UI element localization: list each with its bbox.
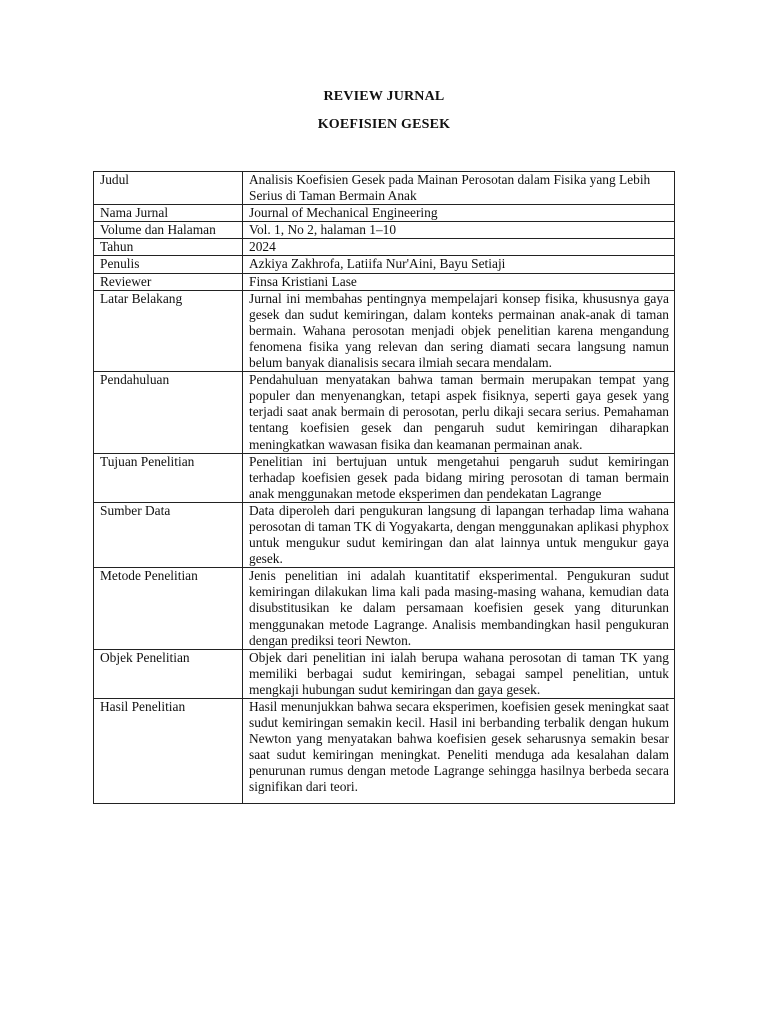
row-value: Azkiya Zakhrofa, Latiifa Nur'Aini, Bayu Setiaji (243, 256, 675, 273)
row-value: Vol. 1, No 2, halaman 1–10 (243, 222, 675, 239)
row-value: Finsa Kristiani Lase (243, 273, 675, 290)
row-value: 2024 (243, 239, 675, 256)
row-value: Pendahuluan menyatakan bahwa taman bermain merupakan tempat yang populer dan menyenangkan, tetapi aspek fisiknya, seperti gaya gesek yang terjadi saat anak bermain di perosotan, perlu dikaji secara serius. Pemahaman tentang koefisien gesek dan pengaruh sudut kemiringan diharapkan meningkatkan wawasan fisika dan keamanan permainan anak. (243, 372, 675, 453)
row-value: Analisis Koefisien Gesek pada Mainan Perosotan dalam Fisika yang Lebih Serius di Taman Bermain Anak (243, 172, 675, 205)
document-subtitle: KOEFISIEN GESEK (317, 117, 451, 132)
table-row-nama-jurnal (94, 205, 675, 222)
review-table (93, 171, 675, 804)
table-row-metode-penelitian (94, 568, 675, 649)
row-label: Objek Penelitian (94, 649, 243, 698)
row-value: Jenis penelitian ini adalah kuantitatif eksperimental. Pengukuran sudut kemiringan dilakukan lima kali pada masing-masing wahana, kemudian data disubstitusikan ke dalam persamaan koefisien gesek yang diturunkan menggunakan metode Lagrange. Analisis membandingkan hasil pengukuran dengan prediksi teori Newton. (243, 568, 675, 649)
table-row-judul (94, 172, 675, 205)
row-label: Tahun (94, 239, 243, 256)
row-label: Latar Belakang (94, 290, 243, 371)
row-label: Nama Jurnal (94, 205, 243, 222)
table-row-sumber-data (94, 502, 675, 567)
row-value: Penelitian ini bertujuan untuk mengetahui pengaruh sudut kemiringan terhadap koefisien gesek pada bidang miring perosotan di taman bermain anak menggunakan metode eksperimen dan pendekatan Lagrange (243, 453, 675, 502)
table-row-objek-penelitian (94, 649, 675, 698)
row-value: Hasil menunjukkan bahwa secara eksperimen, koefisien gesek meningkat saat sudut kemiringan semakin kecil. Hasil ini berbanding terbalik dengan hukum Newton yang menyatakan bahwa koefisien gesek seharusnya semakin besar saat sudut kemiringan meningkat. Peneliti menduga ada kesalahan dalam penurunan rumus dengan metode Lagrange sehingga hasilnya berbeda secara signifikan dari teori. (243, 699, 675, 804)
row-label: Reviewer (94, 273, 243, 290)
row-label: Penulis (94, 256, 243, 273)
table-row-latar-belakang (94, 290, 675, 371)
row-value: Journal of Mechanical Engineering (243, 205, 675, 222)
row-label: Judul (94, 172, 243, 205)
table-row-hasil-penelitian (94, 699, 675, 804)
row-label: Tujuan Penelitian (94, 453, 243, 502)
table-row-volume (94, 222, 675, 239)
row-label: Sumber Data (94, 502, 243, 567)
row-label: Metode Penelitian (94, 568, 243, 649)
row-value: Data diperoleh dari pengukuran langsung di lapangan terhadap lima wahana perosotan di taman TK di Yogyakarta, dengan menggunakan aplikasi phyphox untuk mengukur sudut kemiringan dan alat lainnya untuk mengukur gaya gesek. (243, 502, 675, 567)
table-row-penulis (94, 256, 675, 273)
row-value: Objek dari penelitian ini ialah berupa wahana perosotan di taman TK yang memiliki berbagai sudut kemiringan, sebagai sampel penelitian, untuk mengkaji hubungan sudut kemiringan dan gaya gesek. (243, 649, 675, 698)
row-value: Jurnal ini membahas pentingnya mempelajari konsep fisika, khususnya gaya gesek dan sudut kemiringan, dalam konteks permainan anak-anak di taman bermain. Wahana perosotan menjadi objek penelitian karena mengandung fenomena fisika yang relevan dan sering diamati secara langsung namun belum banyak dianalisis secara ilmiah secara mendalam. (243, 290, 675, 371)
table-row-tahun (94, 239, 675, 256)
row-label: Hasil Penelitian (94, 699, 243, 804)
row-label: Pendahuluan (94, 372, 243, 453)
row-label: Volume dan Halaman (94, 222, 243, 239)
document-title: REVIEW JURNAL (323, 89, 445, 104)
table-row-reviewer (94, 273, 675, 290)
table-row-tujuan-penelitian (94, 453, 675, 502)
table-row-pendahuluan (94, 372, 675, 453)
